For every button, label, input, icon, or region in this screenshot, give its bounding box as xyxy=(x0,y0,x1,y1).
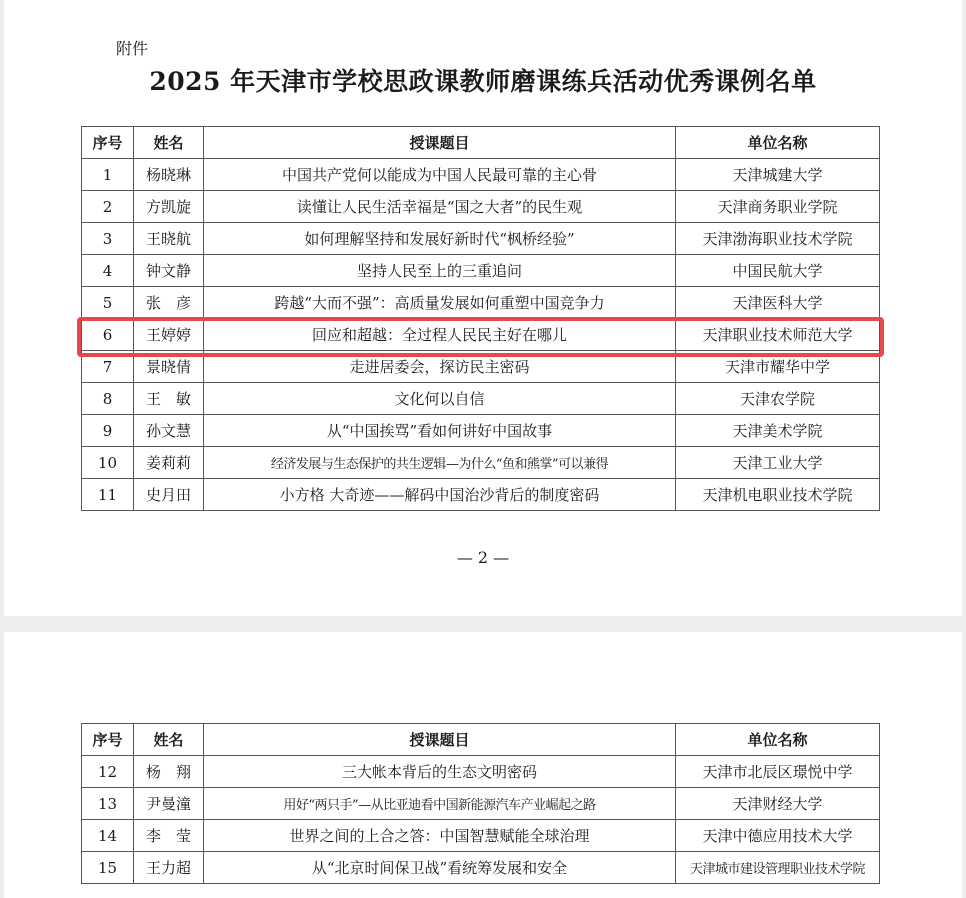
row-name: 杨 翔 xyxy=(134,756,204,788)
award-list-table-continued xyxy=(81,723,880,884)
table-row xyxy=(82,852,880,884)
row-index: 11 xyxy=(82,479,134,511)
row-topic: 回应和超越：全过程人民民主好在哪儿 xyxy=(204,319,676,351)
row-index: 12 xyxy=(82,756,134,788)
row-unit: 中国民航大学 xyxy=(676,255,880,287)
row-unit: 天津市耀华中学 xyxy=(676,351,880,383)
row-name: 杨晓琳 xyxy=(134,159,204,191)
header-unit: 单位名称 xyxy=(676,724,880,756)
row-unit: 天津工业大学 xyxy=(676,447,880,479)
row-index: 15 xyxy=(82,852,134,884)
row-unit: 天津商务职业学院 xyxy=(676,191,880,223)
row-index: 10 xyxy=(82,447,134,479)
header-name: 姓名 xyxy=(134,127,204,159)
row-name: 王 敏 xyxy=(134,383,204,415)
header-unit: 单位名称 xyxy=(676,127,880,159)
row-unit: 天津城市建设管理职业技术学院 xyxy=(676,852,880,884)
row-name: 王晓航 xyxy=(134,223,204,255)
row-topic: 走进居委会，探访民主密码 xyxy=(204,351,676,383)
header-name: 姓名 xyxy=(134,724,204,756)
row-name: 尹曼潼 xyxy=(134,788,204,820)
row-index: 2 xyxy=(82,191,134,223)
row-unit: 天津城建大学 xyxy=(676,159,880,191)
row-name: 史月田 xyxy=(134,479,204,511)
document-title: 2025 年天津市学校思政课教师磨课练兵活动优秀课例名单 xyxy=(149,67,817,96)
table-row xyxy=(82,351,880,383)
header-topic: 授课题目 xyxy=(204,127,676,159)
header-topic: 授课题目 xyxy=(204,724,676,756)
attachment-label: 附件 xyxy=(116,39,149,58)
row-unit: 天津机电职业技术学院 xyxy=(676,479,880,511)
row-topic: 用好“两只手”—从比亚迪看中国新能源汽车产业崛起之路 xyxy=(204,788,676,820)
table-row xyxy=(82,415,880,447)
row-index: 8 xyxy=(82,383,134,415)
page-number: — 2 — xyxy=(456,548,510,567)
row-index: 4 xyxy=(82,255,134,287)
row-unit: 天津医科大学 xyxy=(676,287,880,319)
row-index: 14 xyxy=(82,820,134,852)
row-name: 景晓倩 xyxy=(134,351,204,383)
table-row xyxy=(82,255,880,287)
table-row xyxy=(82,223,880,255)
row-name: 王力超 xyxy=(134,852,204,884)
table-row xyxy=(82,159,880,191)
row-name: 李 莹 xyxy=(134,820,204,852)
row-unit: 天津职业技术师范大学 xyxy=(676,319,880,351)
row-topic: 文化何以自信 xyxy=(204,383,676,415)
row-index: 13 xyxy=(82,788,134,820)
header-index: 序号 xyxy=(82,127,134,159)
row-name: 王婷婷 xyxy=(134,319,204,351)
table-row xyxy=(82,383,880,415)
row-topic: 跨越“大而不强”：高质量发展如何重塑中国竞争力 xyxy=(204,287,676,319)
document-page-2 xyxy=(4,632,962,898)
row-index: 3 xyxy=(82,223,134,255)
row-unit: 天津财经大学 xyxy=(676,788,880,820)
row-index: 1 xyxy=(82,159,134,191)
table-row xyxy=(82,287,880,319)
row-topic: 从“中国挨骂”看如何讲好中国故事 xyxy=(204,415,676,447)
table-row xyxy=(82,447,880,479)
row-name: 张 彦 xyxy=(134,287,204,319)
row-topic: 如何理解坚持和发展好新时代“枫桥经验” xyxy=(204,223,676,255)
row-unit: 天津美术学院 xyxy=(676,415,880,447)
table-row xyxy=(82,788,880,820)
table-row xyxy=(82,191,880,223)
row-topic: 世界之间的上合之答：中国智慧赋能全球治理 xyxy=(204,820,676,852)
row-topic: 小方格 大奇迹——解码中国治沙背后的制度密码 xyxy=(204,479,676,511)
row-name: 方凯旋 xyxy=(134,191,204,223)
row-name: 孙文慧 xyxy=(134,415,204,447)
row-topic: 从“北京时间保卫战”看统筹发展和安全 xyxy=(204,852,676,884)
row-topic: 经济发展与生态保护的共生逻辑—为什么“鱼和熊掌”可以兼得 xyxy=(204,447,676,479)
row-name: 钟文静 xyxy=(134,255,204,287)
row-topic: 中国共产党何以能成为中国人民最可靠的主心骨 xyxy=(204,159,676,191)
table-row-highlighted xyxy=(82,319,880,351)
header-index: 序号 xyxy=(82,724,134,756)
award-list-table xyxy=(81,126,880,511)
table-header-row xyxy=(82,127,880,159)
row-unit: 天津渤海职业技术学院 xyxy=(676,223,880,255)
row-index: 6 xyxy=(82,319,134,351)
row-index: 5 xyxy=(82,287,134,319)
row-unit: 天津中德应用技术大学 xyxy=(676,820,880,852)
row-topic: 读懂让人民生活幸福是“国之大者”的民生观 xyxy=(204,191,676,223)
row-unit: 天津市北辰区璟悦中学 xyxy=(676,756,880,788)
row-index: 7 xyxy=(82,351,134,383)
row-index: 9 xyxy=(82,415,134,447)
row-unit: 天津农学院 xyxy=(676,383,880,415)
table-header-row xyxy=(82,724,880,756)
table-row xyxy=(82,756,880,788)
table-row xyxy=(82,479,880,511)
table-row xyxy=(82,820,880,852)
document-page-1 xyxy=(4,0,962,616)
row-topic: 坚持人民至上的三重追问 xyxy=(204,255,676,287)
row-name: 姜莉莉 xyxy=(134,447,204,479)
row-topic: 三大帐本背后的生态文明密码 xyxy=(204,756,676,788)
